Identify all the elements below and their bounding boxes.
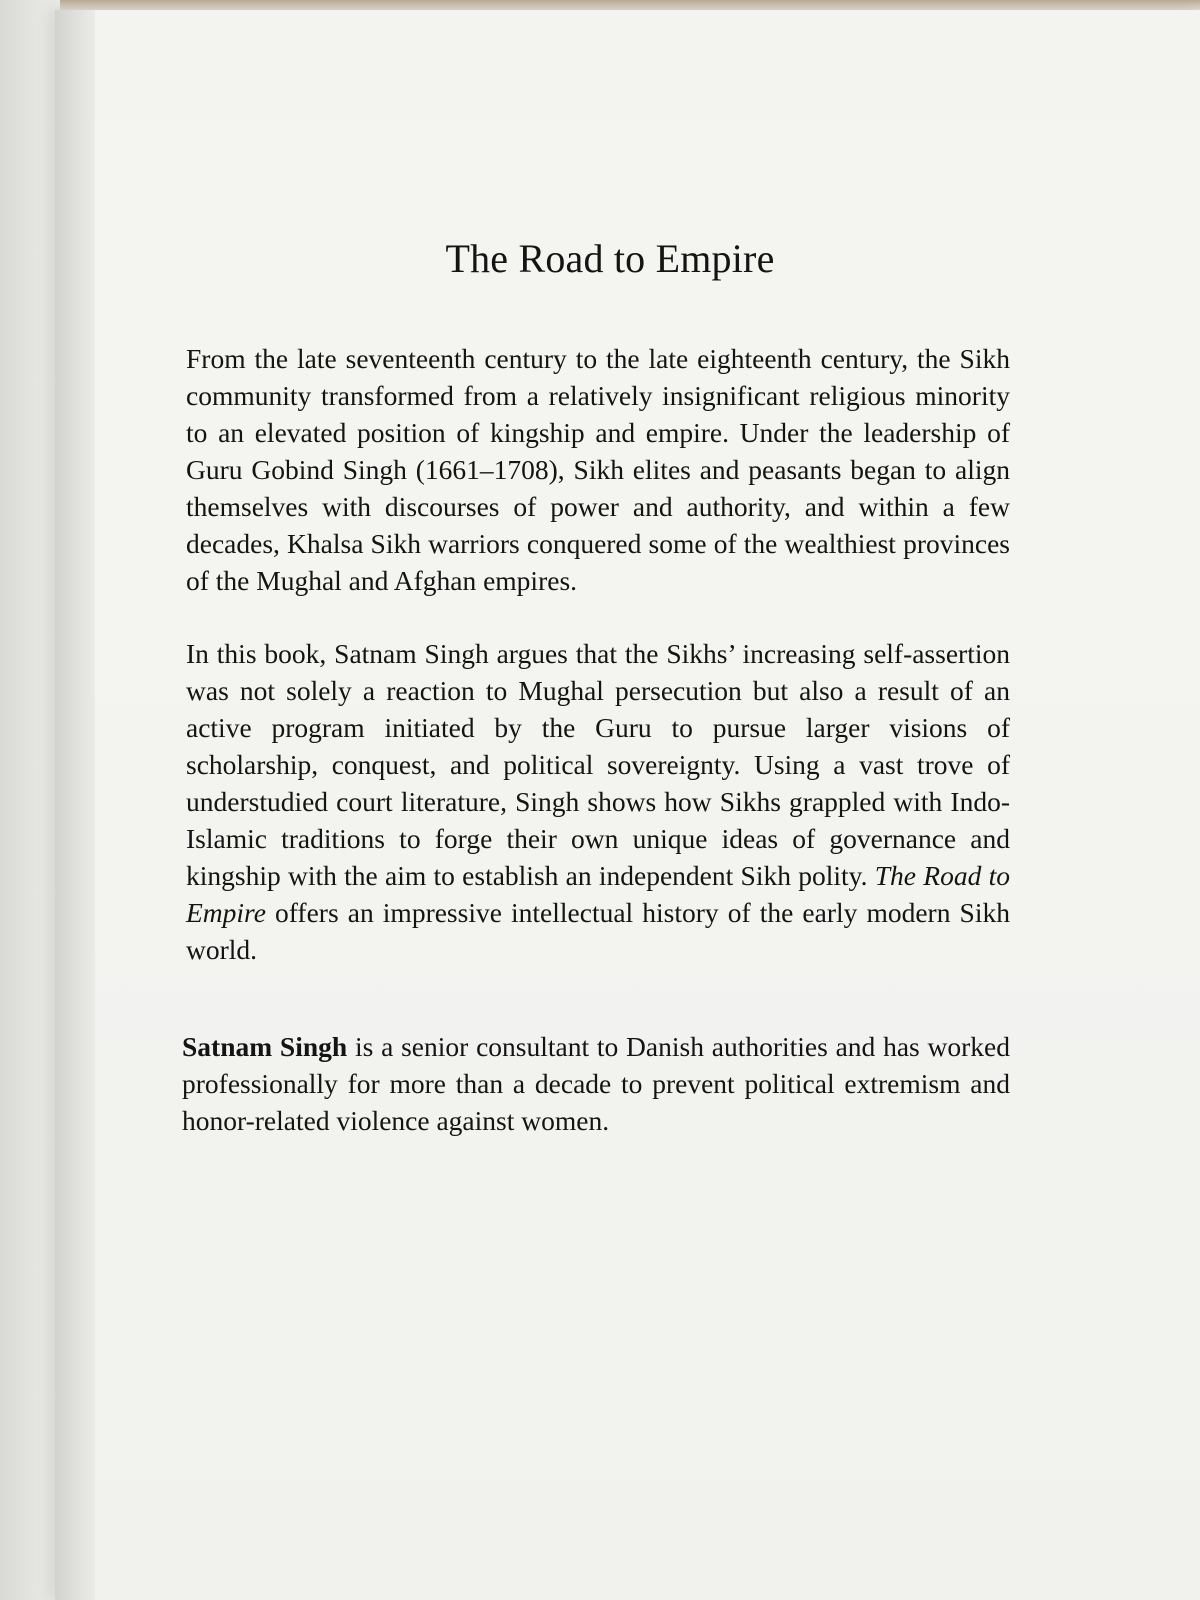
book-title-italic: The Road to Empire [186, 860, 1010, 928]
description-paragraph-1: From the late seventeenth century to the late eighteenth century, the Sikh community transformed from a relatively insignificant religious minority to an elevated position of kingship and empire. Under the leadership of Guru Gobind Singh (1661–1708), Sikh elites and peasants began to align themselves with discourses of power and authority, and within a few decades, Khalsa Sikh warriors conquered some of the wealthiest provinces of the Mughal and Afghan empires. [186, 343, 1010, 596]
description-paragraph-2 [130, 635, 1010, 968]
paragraph-2-text-start: In this book, Satnam Singh argues that the Sikhs’ increasing self-assertion was not solely a reaction to Mughal persecution but also a result of an active program initiated by the Guru to pursue larger visions of scholarship, conquest, and political sovereignty. Using a vast trove of understudied court literature, Singh shows how Sikhs grappled with Indo-Islamic traditions to forge their own unique ideas of governance and kingship with the aim to establish an independent Sikh polity. [186, 638, 1010, 891]
book-title: The Road to Empire [445, 236, 775, 281]
author-bio [130, 1028, 1010, 1139]
page-gutter-shadow [55, 10, 95, 1600]
page-content [130, 235, 1010, 1175]
author-bio-text: is a senior consultant to Danish authorities and has worked professionally for more than a decade to prevent political extremism and honor-related violence against women. [182, 1031, 1010, 1136]
paragraph-2-text-end: offers an impressive intellectual history of the early modern Sikh world. [186, 897, 1010, 965]
author-name: Satnam Singh [182, 1031, 348, 1062]
